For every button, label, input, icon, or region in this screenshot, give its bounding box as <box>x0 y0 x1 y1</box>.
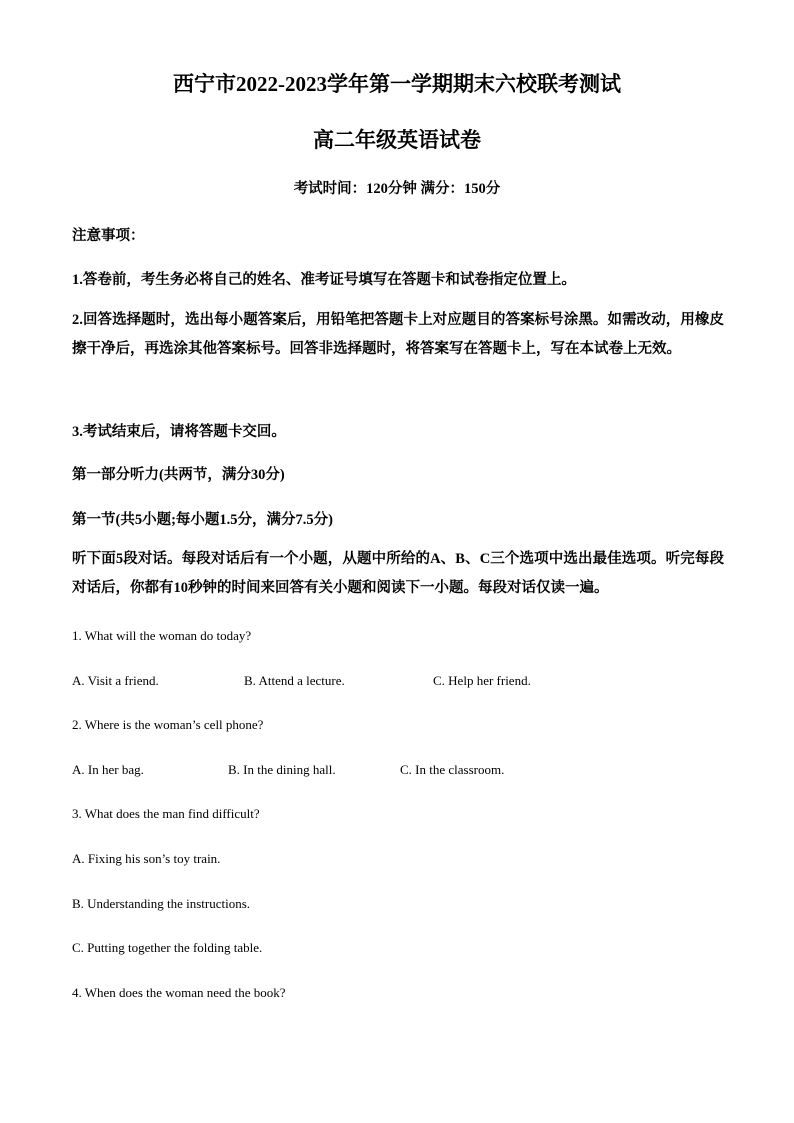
exam-subtitle: 高二年级英语试卷 <box>313 128 481 152</box>
exam-title: 西宁市2022-2023学年第一学期期末六校联考测试 <box>173 72 621 96</box>
answer-option: B. Understanding the instructions. <box>72 896 251 911</box>
notice-heading: 注意事项： <box>72 228 145 244</box>
section-heading: 第一节(共5小题;每小题1.5分，满分7.5分) <box>72 512 333 528</box>
notice-item-1: 1.答卷前，考生务必将自己的姓名、准考证号填写在答题卡和试卷指定位置上。 <box>72 272 576 288</box>
answer-option: B. In the dining hall. <box>228 762 336 777</box>
question-stem: 1. What will the woman do today? <box>72 628 252 643</box>
answer-option: C. Putting together the folding table. <box>72 940 263 955</box>
answer-option: B. Attend a lecture. <box>244 673 345 688</box>
notice-item-3: 3.考试结束后，请将答题卡交回。 <box>72 424 286 440</box>
answer-option: A. Fixing his son’s toy train. <box>72 851 221 866</box>
part-heading: 第一部分听力(共两节，满分30分) <box>72 467 285 483</box>
question-stem: 3. What does the man find difficult? <box>72 806 260 821</box>
answer-option: C. In the classroom. <box>400 762 505 777</box>
exam-info: 考试时间：120分钟 满分：150分 <box>293 181 501 197</box>
answer-option: A. In her bag. <box>72 762 144 777</box>
question-stem: 2. Where is the woman’s cell phone? <box>72 717 264 732</box>
section-instructions: 听下面5段对话。每段对话后有一个小题，从题中所给的A、B、C三个选项中选出最佳选项。听完每段对话后，你都有10秒钟的时间来回答有关小题和阅读下一小题。每段对话仅读一遍。 <box>72 551 724 596</box>
answer-option: C. Help her friend. <box>433 673 531 688</box>
question-stem: 4. When does the woman need the book? <box>72 985 286 1000</box>
answer-option: A. Visit a friend. <box>72 673 159 688</box>
notice-item-2: 2.回答选择题时，选出每小题答案后，用铅笔把答题卡上对应题目的答案标号涂黑。如需改动，用橡皮擦干净后，再选涂其他答案标号。回答非选择题时，将答案写在答题卡上，写在本试卷上无效。 <box>72 312 724 357</box>
